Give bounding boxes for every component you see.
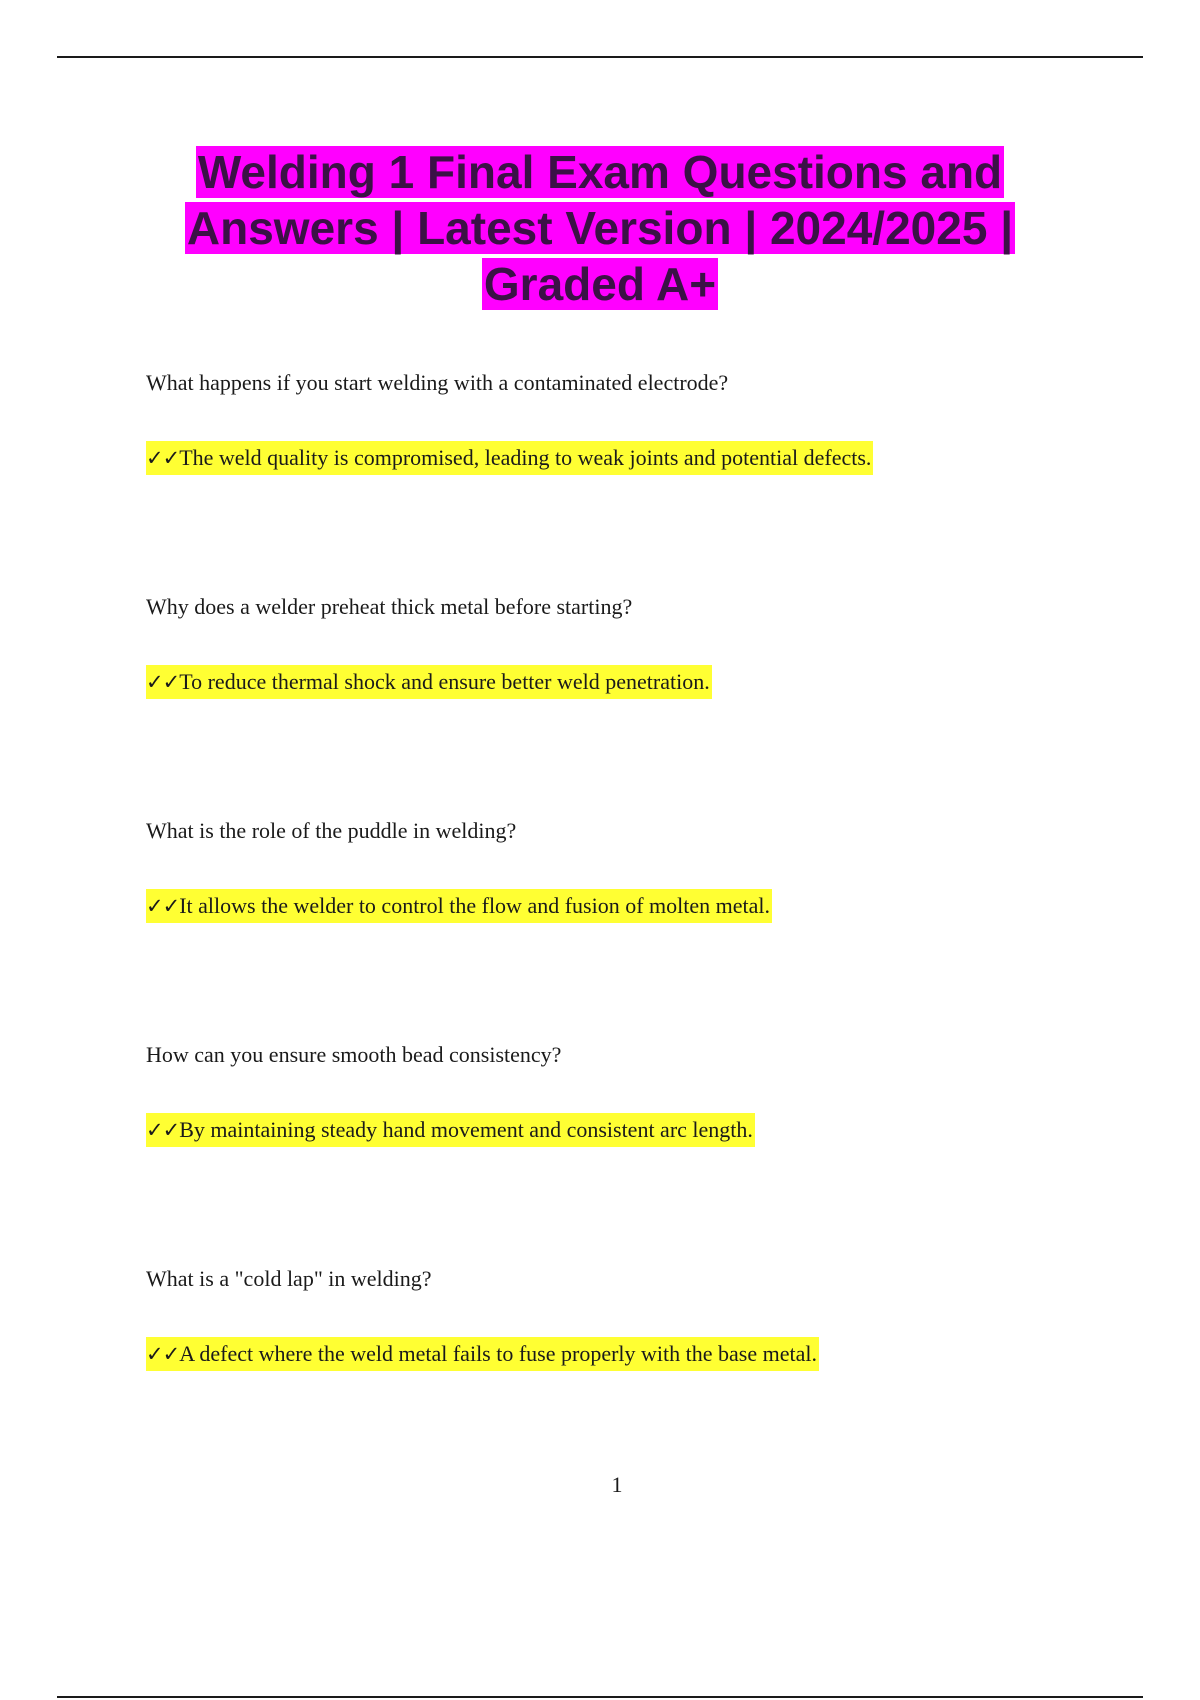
double-check-icon: ✓✓: [146, 894, 180, 918]
qa-item: [146, 592, 1126, 816]
qa-item: [146, 816, 1126, 1040]
qa-item: [146, 1040, 1126, 1264]
double-check-icon: ✓✓: [146, 670, 180, 694]
double-check-icon: ✓✓: [146, 1342, 180, 1366]
answer-text: It allows the welder to control the flow and fusion of molten metal.: [179, 893, 771, 918]
answer-text: A defect where the weld metal fails to fuse properly with the base metal.: [179, 1341, 817, 1366]
answer-highlight: [146, 441, 873, 475]
question-text: How can you ensure smooth bead consistency?: [146, 1042, 562, 1067]
question-text: What happens if you start welding with a contaminated electrode?: [146, 370, 729, 395]
question-text: What is a "cold lap" in welding?: [146, 1266, 432, 1291]
answer-text: The weld quality is compromised, leading to weak joints and potential defects.: [179, 445, 872, 470]
double-check-icon: ✓✓: [146, 446, 180, 470]
answer-highlight: [146, 1113, 755, 1147]
double-check-icon: ✓✓: [146, 1118, 180, 1142]
answer-highlight: [146, 889, 772, 923]
qa-item: [146, 1264, 1126, 1488]
title-text: Welding 1 Final Exam Questions and Answers | Latest Version | 2024/2025 | Graded A+: [186, 146, 1014, 310]
qa-list: [146, 368, 1126, 1488]
answer-highlight: [146, 1337, 819, 1371]
page-number: 1: [611, 1472, 623, 1497]
top-rule: [57, 56, 1143, 58]
qa-item: [146, 368, 1126, 592]
question-text: What is the role of the puddle in welding?: [146, 818, 517, 843]
answer-text: By maintaining steady hand movement and consistent arc length.: [179, 1117, 753, 1142]
bottom-rule: [57, 1696, 1143, 1698]
document-title: [150, 144, 1050, 312]
answer-text: To reduce thermal shock and ensure better weld penetration.: [179, 669, 710, 694]
answer-highlight: [146, 665, 712, 699]
question-text: Why does a welder preheat thick metal before starting?: [146, 594, 633, 619]
